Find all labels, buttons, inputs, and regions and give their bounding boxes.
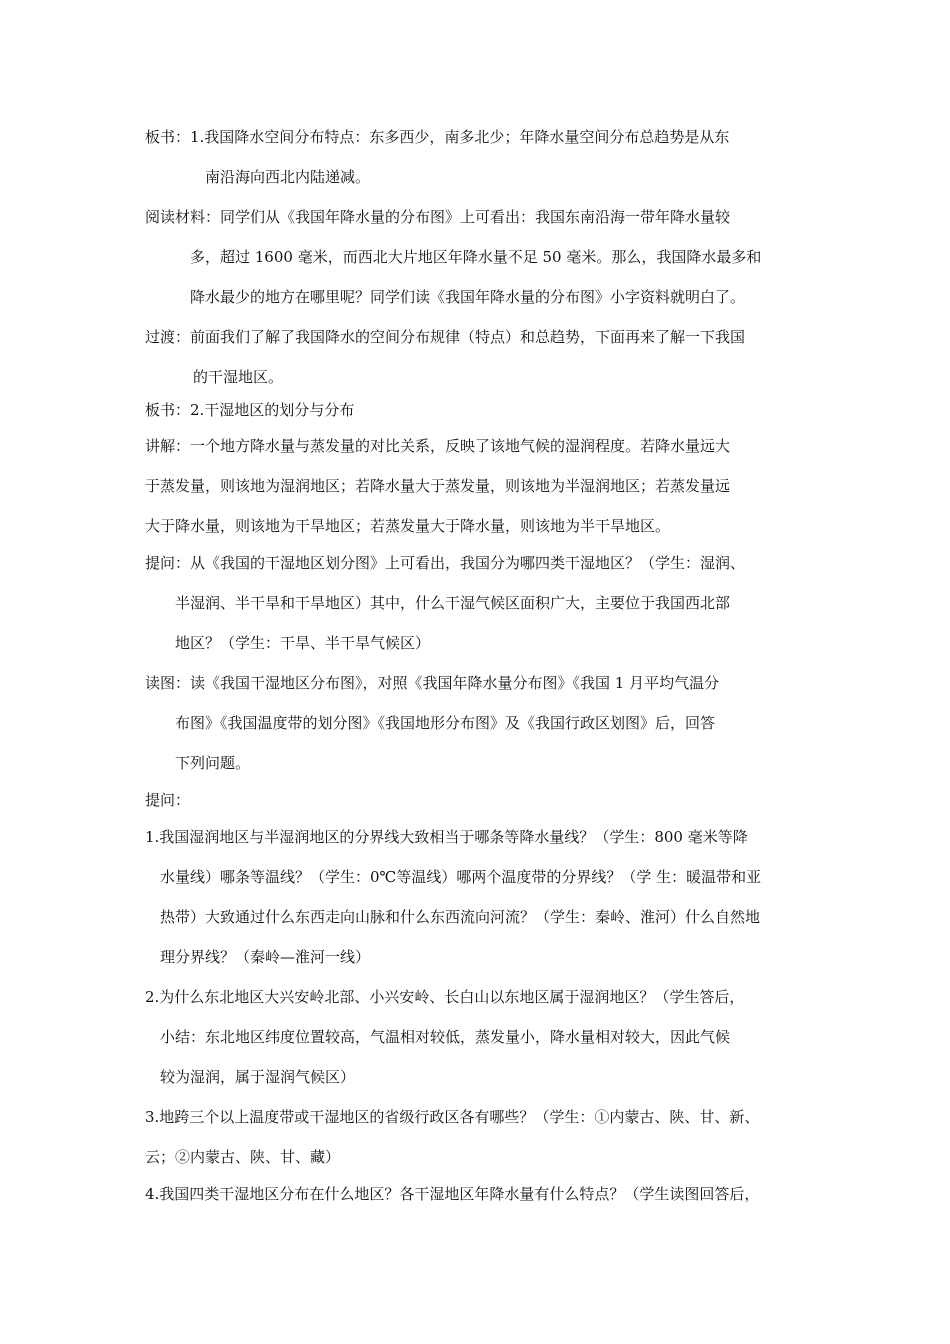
- text-line: 于蒸发量，则该地为湿润地区；若降水量大于蒸发量，则该地为半湿润地区；若蒸发量远: [145, 477, 731, 495]
- text-line: 云；②内蒙古、陕、甘、藏）: [145, 1148, 341, 1166]
- text-line: 较为湿润，属于湿润气候区）: [160, 1068, 356, 1086]
- text-line: 读图：读《我国干湿地区分布图》，对照《我国年降水量分布图》《我国 1 月平均气温分: [145, 674, 720, 692]
- text-line: 半湿润、半干旱和干旱地区）其中，什么干湿气候区面积广大，主要位于我国西北部: [175, 594, 731, 612]
- text-line: 南沿海向西北内陆递减。: [205, 168, 371, 186]
- text-line: 地区？（学生：干旱、半干旱气候区）: [175, 634, 431, 652]
- text-line: 4.我国四类干湿地区分布在什么地区？各干湿地区年降水量有什么特点？（学生读图回答后，: [145, 1185, 760, 1203]
- text-line: 多，超过 1600 毫米，而西北大片地区年降水量不足 50 毫米。那么，我国降水最多和: [190, 248, 762, 266]
- text-line: 提问：: [145, 791, 191, 809]
- text-line: 板书：2.干湿地区的划分与分布: [145, 401, 355, 419]
- text-line: 的干湿地区。: [193, 368, 284, 386]
- text-line: 阅读材料：同学们从《我国年降水量的分布图》上可看出：我国东南沿海一带年降水量较: [145, 208, 731, 226]
- text-line: 理分界线？（秦岭—淮河一线）: [160, 948, 371, 966]
- text-line: 板书：1.我国降水空间分布特点：东多西少，南多北少；年降水量空间分布总趋势是从东: [145, 128, 730, 146]
- text-line: 过渡：前面我们了解了我国降水的空间分布规律（特点）和总趋势，下面再来了解一下我国: [145, 328, 746, 346]
- text-line: 水量线）哪条等温线？（学生：0℃等温线）哪两个温度带的分界线？（学 生：暖温带和亚: [160, 868, 762, 886]
- text-line: 1.我国湿润地区与半湿润地区的分界线大致相当于哪条等降水量线？（学生：800 毫米等降: [145, 828, 748, 846]
- text-line: 降水最少的地方在哪里呢？同学们读《我国年降水量的分布图》小字资料就明白了。: [190, 288, 746, 306]
- text-line: 大于降水量，则该地为干旱地区；若蒸发量大于降水量，则该地为半干旱地区。: [145, 517, 671, 535]
- text-line: 下列问题。: [175, 754, 251, 772]
- text-line: 小结：东北地区纬度位置较高，气温相对较低，蒸发量小，降水量相对较大，因此气候: [160, 1028, 731, 1046]
- text-line: 提问：从《我国的干湿地区划分图》上可看出，我国分为哪四类干湿地区？（学生：湿润、: [145, 554, 746, 572]
- text-line: 2.为什么东北地区大兴安岭北部、小兴安岭、长白山以东地区属于湿润地区？（学生答后，: [145, 988, 745, 1006]
- text-line: 布图》《我国温度带的划分图》《我国地形分布图》及《我国行政区划图》后，回答: [175, 714, 716, 732]
- text-line: 3.地跨三个以上温度带或干湿地区的省级行政区各有哪些？（学生：①内蒙古、陕、甘、新、: [145, 1108, 760, 1126]
- text-line: 讲解：一个地方降水量与蒸发量的对比关系，反映了该地气候的湿润程度。若降水量远大: [145, 437, 731, 455]
- text-line: 热带）大致通过什么东西走向山脉和什么东西流向河流？（学生：秦岭、淮河）什么自然地: [160, 908, 761, 926]
